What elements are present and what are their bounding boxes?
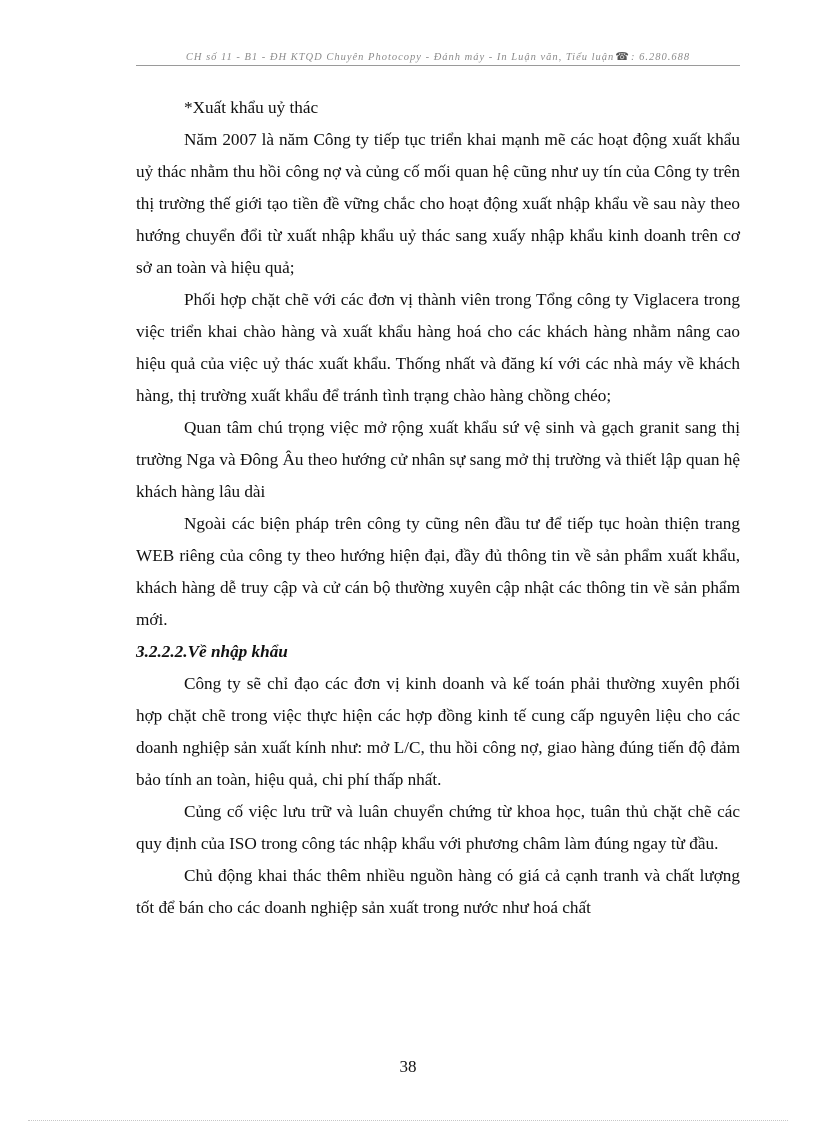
paragraph: Công ty sẽ chỉ đạo các đơn vị kinh doanh và kế toán phải thường xuyên phối hợp chặt chẽ trong việc thực hiện các hợp đồng kinh tế cung cấp nguyên liệu cho các doanh nghiệp sản xuất kính như: mở L/C, thu hồi công nợ, giao hàng đúng tiến độ đảm bảo tính an toàn, hiệu quả, chi phí thấp nhất.: [136, 674, 740, 789]
page-number: 38: [399, 1057, 417, 1076]
subheading-export-entrusted: *Xuất khẩu uỷ thác: [184, 98, 319, 117]
bottom-divider: [28, 1120, 788, 1121]
section-heading: 3.2.2.2.Về nhập khẩu: [136, 642, 288, 661]
header-phone-number: : 6.280.688: [630, 52, 691, 63]
phone-icon: ☎: [615, 51, 630, 63]
paragraph: Phối hợp chặt chẽ với các đơn vị thành viên trong Tổng công ty Viglacera trong việc triển khai chào hàng và xuất khẩu hàng hoá cho các khách hàng nhằm nâng cao hiệu quả của việc uỷ thác xuất khẩu. Thống nhất và đăng kí với các nhà máy về khách hàng, thị trường xuất khẩu để tránh tình trạng chào hàng chồng chéo;: [136, 290, 740, 405]
header-divider: [136, 65, 740, 66]
page-header: [136, 50, 740, 66]
header-text: CH số 11 - B1 - ĐH KTQD Chuyên Photocopy - Đánh máy - In Luận văn, Tiểu luận: [185, 52, 615, 63]
paragraph: Quan tâm chú trọng việc mở rộng xuất khẩu sứ vệ sinh và gạch granit sang thị trường Nga và Đông Âu theo hướng cử nhân sự sang mở thị trường và thiết lập quan hệ khách hàng lâu dài: [136, 418, 740, 501]
paragraph: Ngoài các biện pháp trên công ty cũng nên đầu tư để tiếp tục hoàn thiện trang WEB riêng của công ty theo hướng hiện đại, đầy đủ thông tin về sản phẩm xuất khẩu, khách hàng dễ truy cập và cử cán bộ thường xuyên cập nhật các thông tin về sản phẩm mới.: [136, 514, 740, 629]
paragraph: Năm 2007 là năm Công ty tiếp tục triển khai mạnh mẽ các hoạt động xuất khẩu uỷ thác nhằm thu hồi công nợ và củng cố mối quan hệ cũng như uy tín của Công ty trên thị trường thế giới tạo tiền đề vững chắc cho hoạt động xuất nhập khẩu về sau này theo hướng chuyển đổi từ xuất nhập khẩu uỷ thác sang xuấy nhập khẩu kinh doanh trên cơ sở an toàn và hiệu quả;: [136, 130, 740, 277]
paragraph: Chủ động khai thác thêm nhiều nguồn hàng có giá cả cạnh tranh và chất lượng tốt để bán cho các doanh nghiệp sản xuất trong nước như hoá chất: [136, 866, 740, 917]
paragraph: Củng cố việc lưu trữ và luân chuyển chứng từ khoa học, tuân thủ chặt chẽ các quy định của ISO trong công tác nhập khẩu với phương châm làm đúng ngay từ đầu.: [136, 802, 740, 853]
document-body: [136, 92, 740, 924]
